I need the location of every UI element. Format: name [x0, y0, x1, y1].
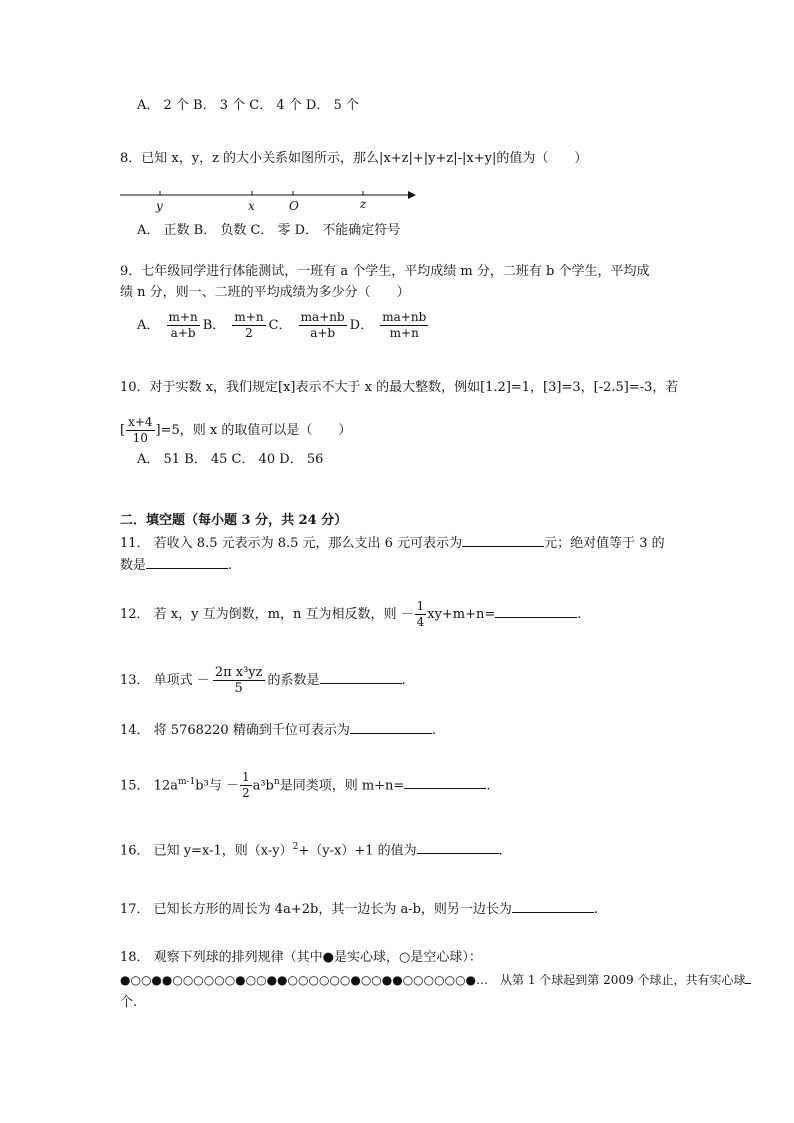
q12-prefix: 12． 若 x，y 互为倒数，m，n 互为相反数，则 －	[120, 607, 414, 622]
q11-line1	[120, 534, 665, 553]
q15-mid: b³与 －	[195, 778, 239, 794]
numerator: 2π x³yz	[214, 665, 263, 680]
q8-stem: 8．已知 x，y，z 的大小关系如图所示，那么|x+z|+|y+z|-|x+y|的值为（ ）	[120, 151, 588, 166]
q11-line2: 数是 .	[120, 558, 233, 573]
q9-option-b-fraction	[232, 310, 265, 341]
q15-term: a³b	[252, 778, 274, 794]
numerator: 1	[241, 770, 250, 785]
q16-prefix: 16． 已知 y=x-1，则（x-y）	[120, 843, 293, 859]
q9-option-a-fraction	[167, 310, 200, 341]
label-origin: O	[289, 199, 299, 213]
q9-line1: 9．七年级同学进行体能测试，一班有 a 个学生，平均成绩 m 分，二班有 b 个学生，平均成	[120, 264, 650, 279]
answer-blank[interactable]	[146, 556, 228, 569]
q10-options: A． 51 B． 45 C． 40 D． 56	[137, 452, 324, 467]
numerator: x+4	[128, 415, 153, 429]
q13-fraction	[213, 665, 265, 696]
q9-options	[137, 309, 431, 343]
denominator: a+b	[170, 326, 196, 340]
q15-exponent: m-1	[177, 777, 196, 787]
q9-option-c-fraction	[299, 310, 347, 341]
answer-blank[interactable]	[417, 841, 499, 854]
answer-blank[interactable]	[320, 671, 402, 684]
denominator: 4	[416, 615, 425, 629]
q18-line2	[120, 971, 751, 989]
q18-line3: 个.	[120, 995, 138, 1010]
q9-option-d-letter: D．	[349, 318, 374, 333]
q13-suffix: 的系数是	[267, 673, 320, 688]
q15-fraction	[240, 770, 252, 801]
denominator: 5	[234, 681, 243, 696]
q16-exponent: 2	[292, 842, 299, 852]
answer-blank[interactable]	[350, 721, 432, 734]
q10-line1: 10．对于实数 x，我们规定[x]表示不大于 x 的最大整数，例如[1.2]=1，[3]=3，[-2.5]=-3，若	[120, 380, 679, 395]
numerator: m+n	[234, 310, 264, 324]
ball-sequence: ●○○●●○○○○○○●○○●●○○○○○○●○○●●○○○○○○●…	[120, 973, 489, 987]
q13-prefix: 13． 单项式 －	[120, 673, 210, 688]
q9-option-c-letter: C．	[268, 318, 292, 333]
numerator: ma+nb	[382, 310, 427, 324]
numerator: 1	[416, 599, 425, 613]
answer-blank[interactable]	[745, 971, 751, 984]
q12-suffix: xy+m+n=	[427, 607, 496, 622]
q10-line2-tail: ]=5，则 x 的取值可以是（ ）	[155, 423, 352, 438]
denominator: 2	[245, 326, 253, 340]
number-line	[118, 186, 418, 212]
q15-exponent-n: n	[273, 777, 280, 787]
q14: 14． 将 5768220 精确到千位可表示为 .	[120, 723, 436, 738]
q18-line1: 18． 观察下列球的排列规律（其中●是实心球，○是空心球）：	[120, 950, 482, 965]
q9-option-b-letter: B．	[202, 318, 226, 333]
q11-text: 11． 若收入 8.5 元表示为 8.5 元，那么支出 6 元可表示为	[120, 536, 463, 551]
q15: 15． $12a^{m-1}b^3$与 － $\frac{1}{2}$ $a^3b^n$是同类项，则 m+n= .	[120, 770, 491, 801]
q15-prefix: 15． 12a	[120, 778, 178, 794]
q13: 13． 单项式 － $\frac{\text{2π x³yz}}{5}$ 的系数是 .	[120, 665, 406, 696]
q11-tail: 元；绝对值等于 3 的	[544, 536, 665, 551]
q9-option-a-letter: A．	[137, 318, 160, 333]
answer-blank[interactable]	[462, 534, 544, 547]
label-x: x	[248, 199, 255, 213]
q15-suffix: 是同类项，则 m+n=	[279, 778, 405, 794]
q16: 16． 已知 y=x-1，则$(x-y)^2+(y-x)+1$ 的值为 .	[120, 842, 503, 859]
label-z: z	[360, 197, 367, 211]
q8-options: A． 正数 B． 负数 C． 零 D． 不能确定符号	[137, 223, 401, 238]
q17-text: 17． 已知长方形的周长为 4a+2b，其一边长为 a-b，则另一边长为	[120, 902, 512, 917]
answer-blank[interactable]	[495, 605, 577, 618]
q10-line2: [ $\frac{x+4}{10}$ ]=5，则 x 的取值可以是（ ）	[120, 415, 352, 445]
numerator: m+n	[168, 310, 198, 324]
denominator: 10	[132, 431, 148, 445]
label-y: y	[156, 199, 163, 213]
q17: 17． 已知长方形的周长为 4a+2b，其一边长为 a-b，则另一边长为 .	[120, 902, 599, 917]
q12: 12． 若 x，y 互为倒数，m，n 互为相反数，则 － $\frac{1}{4}$ xy+m+n= .	[120, 599, 582, 629]
answer-blank[interactable]	[404, 776, 486, 789]
q18-line2-tail: 从第 1 个球起到第 2009 个球止，共有实心球	[500, 973, 746, 987]
q7-options: A． 2 个 B． 3 个 C． 4 个 D． 5 个	[137, 98, 359, 113]
denominator: a+b	[310, 326, 336, 340]
q16-suffix: +（y-x）+1 的值为	[298, 843, 417, 859]
q12-fraction	[415, 599, 427, 630]
answer-blank[interactable]	[512, 900, 594, 913]
numerator: ma+nb	[300, 310, 345, 324]
q9-line2: 绩 n 分，则一、二班的平均成绩为多少分（ ）	[120, 285, 410, 300]
q11-line2-text: 数是	[120, 558, 147, 573]
denominator: m+n	[389, 326, 419, 340]
q14-text: 14． 将 5768220 精确到千位可表示为	[120, 723, 350, 738]
denominator: 2	[241, 786, 250, 801]
q9-option-d-fraction	[380, 310, 428, 341]
section-heading: 二．填空题（每小题 3 分，共 24 分）	[120, 513, 348, 528]
q10-fraction	[126, 415, 154, 446]
